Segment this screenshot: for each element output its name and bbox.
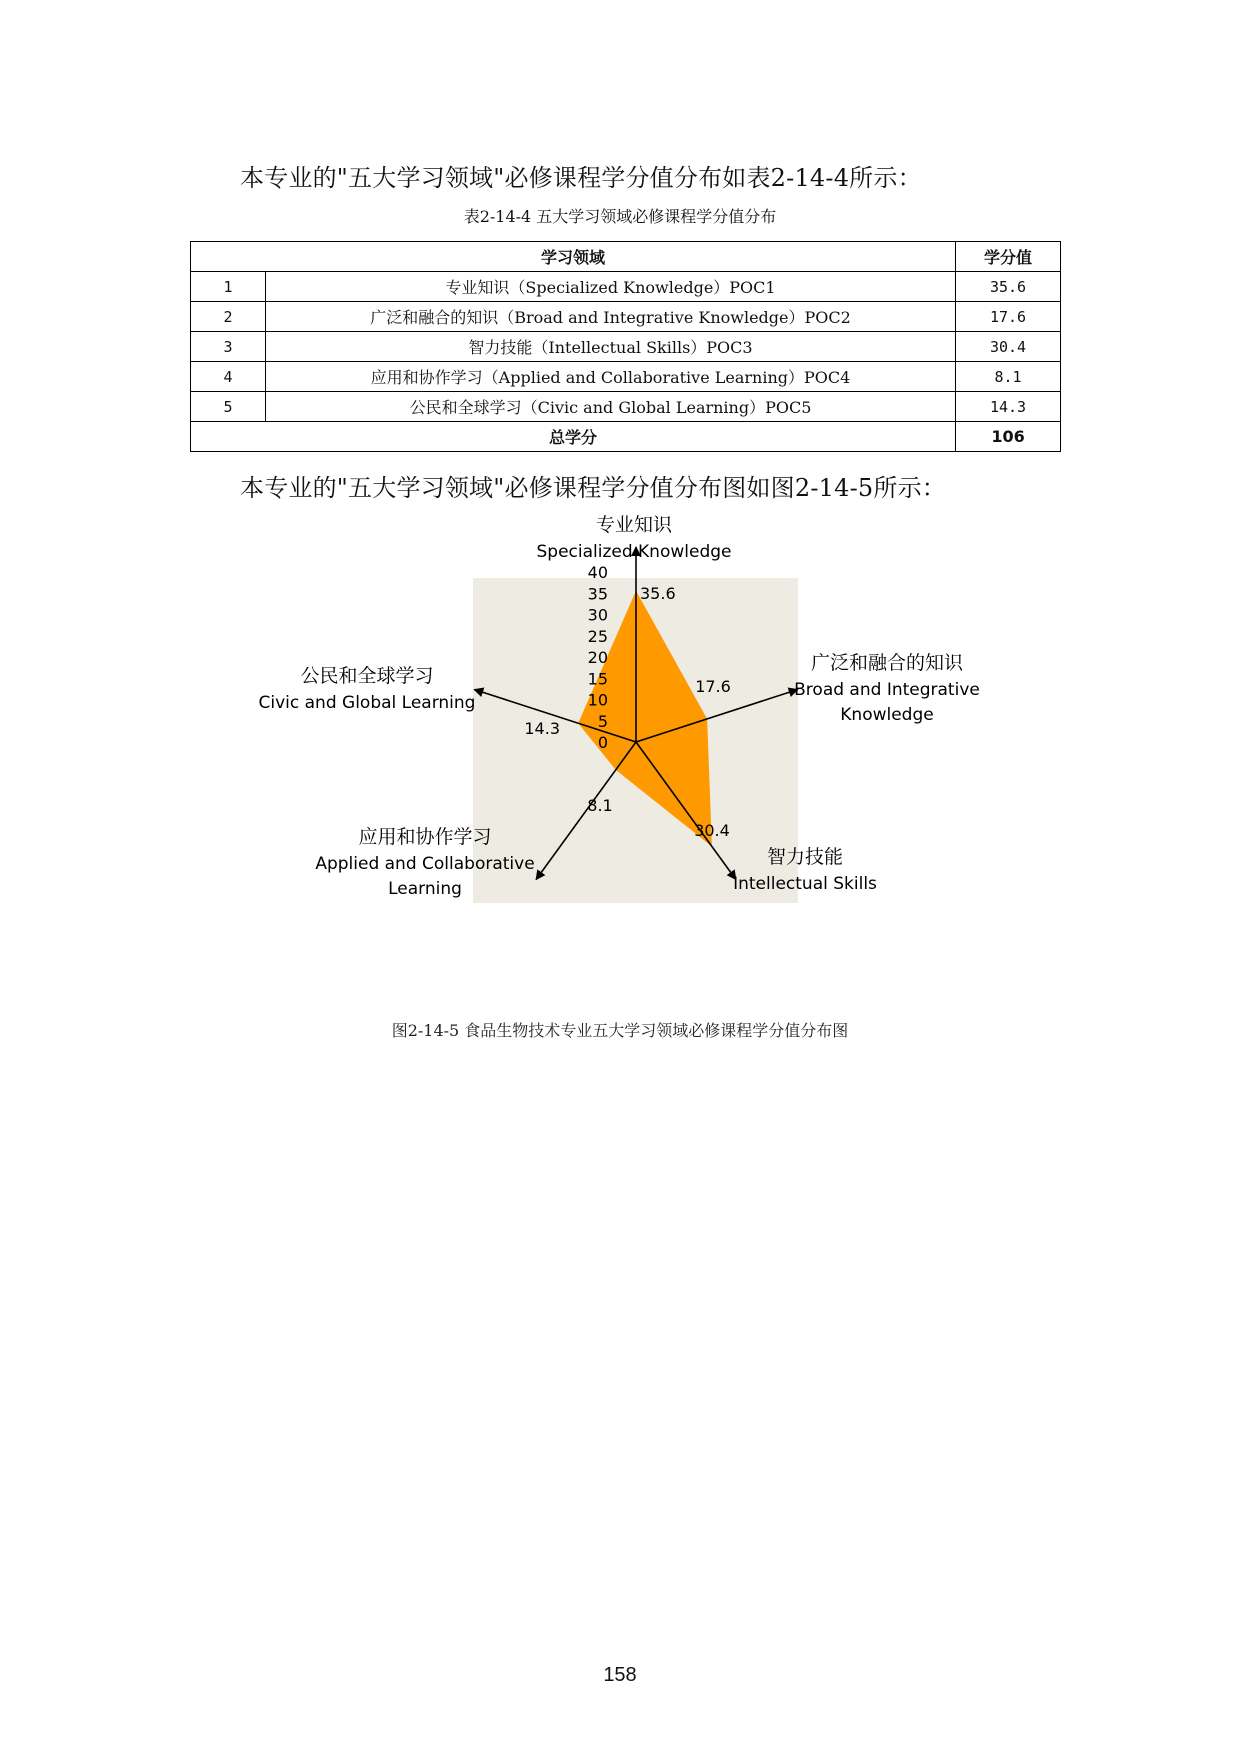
radar-value-label: 14.3 [524,719,560,738]
radar-value-label: 35.6 [640,584,676,603]
radar-tick-label: 15 [587,669,608,689]
radar-tick-label: 35 [587,584,608,604]
row-domain-name: 专业知识（Specialized Knowledge）POC1 [266,272,956,302]
row-number: 5 [191,392,266,422]
radar-tick-label: 20 [587,648,608,667]
total-label: 总学分 [191,422,956,452]
table-row [191,392,1061,422]
radar-tick-label: 40 [587,563,608,582]
row-number: 2 [191,302,266,332]
radar-tick-label: 30 [587,605,608,625]
radar-tick-label: 10 [587,690,608,710]
radar-axis-label-en: Learning [388,879,462,899]
table-header-row [191,242,1061,272]
radar-axis-label-en: Specialized Knowledge [536,542,732,562]
radar-tick-label: 25 [587,626,608,646]
header-credit: 学分值 [956,242,1061,272]
table-total-row [191,422,1061,452]
total-value: 106 [956,422,1061,452]
row-number: 1 [191,272,266,302]
row-credit: 8.1 [956,362,1061,392]
radar-axis-label-en: Civic and Global Learning [258,693,476,713]
radar-axis-label-en: Knowledge [840,705,934,725]
radar-value-label: 17.6 [695,677,731,696]
table-caption: 表2-14-4 五大学习领域必修课程学分值分布 [463,207,777,226]
table-row [191,332,1061,362]
figure-intro-text: 本专业的"五大学习领域"必修课程学分值分布图如图2-14-5所示： [240,474,946,502]
radar-axis-label-cn: 应用和协作学习 [358,826,492,848]
table-row [191,302,1061,332]
row-domain-name: 广泛和融合的知识（Broad and Integrative Knowledge）POC2 [266,302,956,332]
radar-axis-label-en: Intellectual Skills [733,874,877,894]
page-number: 158 [603,1664,637,1686]
figure-caption: 图2-14-5 食品生物技术专业五大学习领域必修课程学分值分布图 [391,1021,849,1040]
radar-axis-label-en: Applied and Collaborative [315,854,535,874]
credits-table [190,241,1061,452]
radar-axis-label-en: Broad and Integrative [794,680,980,700]
row-credit: 35.6 [956,272,1061,302]
table-row [191,272,1061,302]
row-number: 4 [191,362,266,392]
radar-axis-label-cn: 公民和全球学习 [300,665,434,687]
radar-value-label: 8.1 [587,796,613,815]
row-number: 3 [191,332,266,362]
radar-axis-label-cn: 专业知识 [595,514,673,536]
radar-axis-label-cn: 智力技能 [766,846,844,868]
radar-tick-label: 0 [597,733,608,752]
row-credit: 14.3 [956,392,1061,422]
row-domain-name: 公民和全球学习（Civic and Global Learning）POC5 [266,392,956,422]
radar-tick-label: 5 [597,711,608,731]
table-row [191,362,1061,392]
row-domain-name: 智力技能（Intellectual Skills）POC3 [266,332,956,362]
row-domain-name: 应用和协作学习（Applied and Collaborative Learning）POC4 [266,362,956,392]
row-credit: 17.6 [956,302,1061,332]
table-intro-text: 本专业的"五大学习领域"必修课程学分值分布如表2-14-4所示： [240,164,922,192]
row-credit: 30.4 [956,332,1061,362]
radar-axis-label-cn: 广泛和融合的知识 [810,652,964,674]
header-domain: 学习领域 [191,242,956,272]
radar-chart [0,510,1240,930]
radar-value-label: 30.4 [694,821,730,840]
